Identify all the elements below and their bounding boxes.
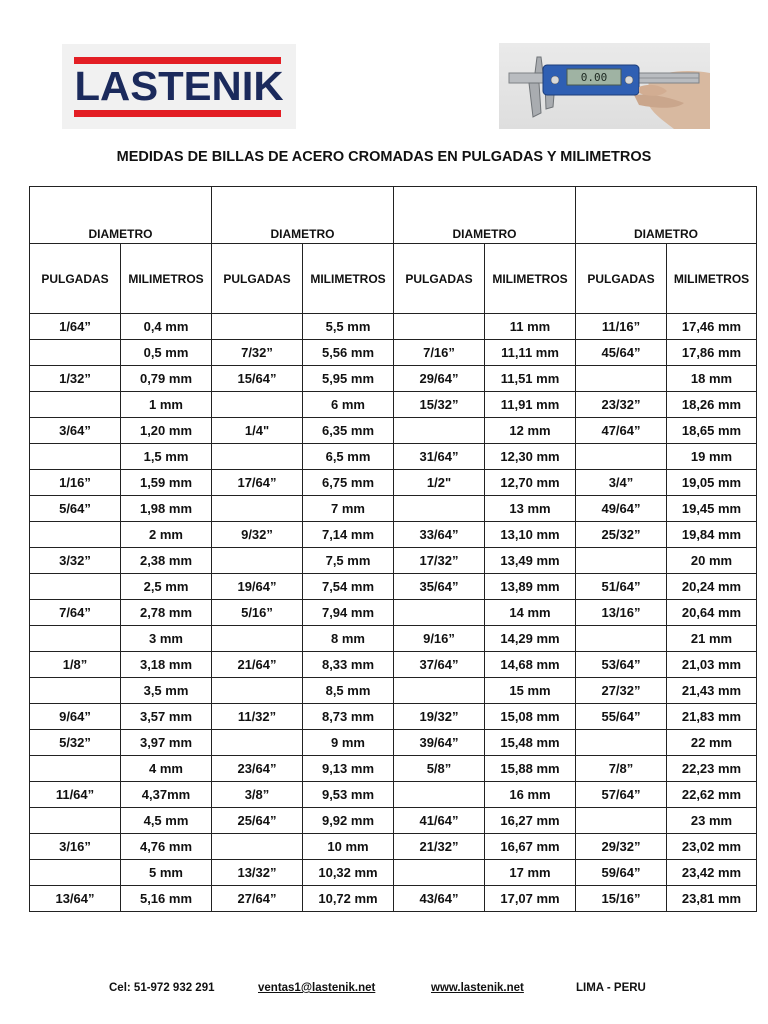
logo-text: LASTENIK [74,63,284,109]
table-row [30,496,757,522]
pulgadas-cell [576,730,667,756]
pulgadas-cell: 1/2" [394,470,485,496]
milimetros-cell: 22,23 mm [667,756,757,782]
pulgadas-cell: 3/4” [576,470,667,496]
milimetros-cell: 3,57 mm [121,704,212,730]
pulgadas-cell: 19/32” [394,704,485,730]
pulgadas-cell [30,626,121,652]
pulgadas-cell: 21/32” [394,834,485,860]
milimetros-cell: 6,75 mm [303,470,394,496]
milimetros-cell: 18,65 mm [667,418,757,444]
pulgadas-cell [30,340,121,366]
pulgadas-cell: 29/64” [394,366,485,392]
pulgadas-cell [212,834,303,860]
pulgadas-cell [212,314,303,340]
pulgadas-cell: 53/64” [576,652,667,678]
pulgadas-cell [576,548,667,574]
pulgadas-cell: 3/64” [30,418,121,444]
milimetros-cell: 4,5 mm [121,808,212,834]
pulgadas-cell: 17/32” [394,548,485,574]
pulgadas-cell [394,496,485,522]
footer-phone: Cel: 51-972 932 291 [109,982,215,994]
milimetros-cell: 17,07 mm [485,886,576,912]
milimetros-cell: 9,53 mm [303,782,394,808]
pulgadas-cell: 5/16” [212,600,303,626]
table-row [30,730,757,756]
milimetros-cell: 15,08 mm [485,704,576,730]
pulgadas-header: PULGADAS [576,244,667,314]
pulgadas-cell: 15/32” [394,392,485,418]
pulgadas-cell: 13/16” [576,600,667,626]
pulgadas-cell: 25/64” [212,808,303,834]
pulgadas-cell [212,626,303,652]
pulgadas-cell: 7/8” [576,756,667,782]
milimetros-cell: 13 mm [485,496,576,522]
milimetros-cell: 10 mm [303,834,394,860]
lastenik-logo [62,44,296,129]
milimetros-cell: 15,48 mm [485,730,576,756]
digital-caliper-photo [499,43,710,129]
table-row [30,860,757,886]
milimetros-cell: 20,24 mm [667,574,757,600]
pulgadas-cell [394,782,485,808]
pulgadas-cell: 23/64” [212,756,303,782]
milimetros-cell: 1,59 mm [121,470,212,496]
milimetros-cell: 5,5 mm [303,314,394,340]
footer-email-link[interactable]: ventas1@lastenik.net [258,982,376,994]
pulgadas-cell [394,314,485,340]
table-row [30,392,757,418]
pulgadas-cell: 15/64” [212,366,303,392]
milimetros-cell: 3,18 mm [121,652,212,678]
milimetros-cell: 21,83 mm [667,704,757,730]
milimetros-cell: 17,86 mm [667,340,757,366]
pulgadas-cell: 11/16” [576,314,667,340]
pulgadas-cell: 35/64” [394,574,485,600]
milimetros-cell: 5,56 mm [303,340,394,366]
footer-website-link[interactable]: www.lastenik.net [431,982,524,994]
table-row [30,782,757,808]
pulgadas-cell: 1/16” [30,470,121,496]
diameter-header: DIAMETRO [576,187,757,244]
pulgadas-cell [576,366,667,392]
milimetros-header: MILIMETROS [303,244,394,314]
diameter-header: DIAMETRO [212,187,394,244]
milimetros-cell: 21,43 mm [667,678,757,704]
milimetros-cell: 15,88 mm [485,756,576,782]
pulgadas-cell: 25/32” [576,522,667,548]
milimetros-cell: 23 mm [667,808,757,834]
milimetros-cell: 14 mm [485,600,576,626]
table-row [30,444,757,470]
milimetros-cell: 9 mm [303,730,394,756]
table-row [30,522,757,548]
pulgadas-cell [30,444,121,470]
milimetros-cell: 11 mm [485,314,576,340]
pulgadas-cell: 1/4" [212,418,303,444]
milimetros-cell: 4,37mm [121,782,212,808]
milimetros-cell: 13,10 mm [485,522,576,548]
pulgadas-cell: 5/8” [394,756,485,782]
pulgadas-cell [30,756,121,782]
pulgadas-cell [30,522,121,548]
pulgadas-cell [212,678,303,704]
milimetros-cell: 7,54 mm [303,574,394,600]
table-row [30,652,757,678]
pulgadas-cell: 55/64” [576,704,667,730]
logo-stripe-bottom [74,110,281,117]
pulgadas-cell [30,808,121,834]
pulgadas-cell [30,574,121,600]
pulgadas-cell: 5/64” [30,496,121,522]
milimetros-cell: 12,70 mm [485,470,576,496]
milimetros-cell: 5,16 mm [121,886,212,912]
milimetros-cell: 0,79 mm [121,366,212,392]
pulgadas-cell [212,548,303,574]
pulgadas-cell: 59/64” [576,860,667,886]
milimetros-cell: 17,46 mm [667,314,757,340]
pulgadas-cell: 15/16” [576,886,667,912]
milimetros-cell: 23,42 mm [667,860,757,886]
milimetros-cell: 6 mm [303,392,394,418]
milimetros-cell: 3,97 mm [121,730,212,756]
table-row [30,834,757,860]
pulgadas-cell: 3/16” [30,834,121,860]
milimetros-cell: 19,84 mm [667,522,757,548]
milimetros-cell: 5,95 mm [303,366,394,392]
milimetros-cell: 0,5 mm [121,340,212,366]
pulgadas-cell [212,392,303,418]
pulgadas-cell [576,444,667,470]
milimetros-cell: 13,89 mm [485,574,576,600]
pulgadas-cell [576,808,667,834]
milimetros-cell: 20,64 mm [667,600,757,626]
table-row [30,626,757,652]
diameter-header-row [30,187,757,244]
pulgadas-cell: 45/64” [576,340,667,366]
pulgadas-cell: 19/64” [212,574,303,600]
milimetros-cell: 17 mm [485,860,576,886]
table-row [30,886,757,912]
pulgadas-cell: 5/32” [30,730,121,756]
pulgadas-cell: 33/64” [394,522,485,548]
milimetros-cell: 2,5 mm [121,574,212,600]
diameter-header: DIAMETRO [30,187,212,244]
milimetros-cell: 8,5 mm [303,678,394,704]
milimetros-cell: 2,38 mm [121,548,212,574]
table-row [30,366,757,392]
pulgadas-cell: 7/16” [394,340,485,366]
milimetros-header: MILIMETROS [667,244,757,314]
milimetros-cell: 7 mm [303,496,394,522]
milimetros-cell: 9,13 mm [303,756,394,782]
pulgadas-cell: 11/64” [30,782,121,808]
milimetros-header: MILIMETROS [121,244,212,314]
milimetros-cell: 4 mm [121,756,212,782]
pulgadas-cell [30,678,121,704]
pulgadas-cell: 51/64” [576,574,667,600]
pulgadas-cell: 29/32” [576,834,667,860]
milimetros-cell: 12 mm [485,418,576,444]
milimetros-cell: 7,5 mm [303,548,394,574]
milimetros-cell: 16,67 mm [485,834,576,860]
pulgadas-cell [212,496,303,522]
milimetros-cell: 6,5 mm [303,444,394,470]
pulgadas-header: PULGADAS [30,244,121,314]
milimetros-cell: 14,68 mm [485,652,576,678]
pulgadas-cell: 49/64” [576,496,667,522]
milimetros-cell: 9,92 mm [303,808,394,834]
pulgadas-cell: 39/64” [394,730,485,756]
pulgadas-cell: 27/32” [576,678,667,704]
milimetros-cell: 23,02 mm [667,834,757,860]
pulgadas-cell: 47/64” [576,418,667,444]
milimetros-cell: 15 mm [485,678,576,704]
pulgadas-cell [394,860,485,886]
pulgadas-cell: 7/32” [212,340,303,366]
pulgadas-cell: 1/64” [30,314,121,340]
milimetros-cell: 7,14 mm [303,522,394,548]
milimetros-cell: 21,03 mm [667,652,757,678]
milimetros-cell: 12,30 mm [485,444,576,470]
pulgadas-cell: 41/64” [394,808,485,834]
page-title: MEDIDAS DE BILLAS DE ACERO CROMADAS EN PULGADAS Y MILIMETROS [116,149,652,165]
pulgadas-cell: 57/64” [576,782,667,808]
milimetros-cell: 2,78 mm [121,600,212,626]
pulgadas-cell [30,392,121,418]
milimetros-cell: 20 mm [667,548,757,574]
milimetros-cell: 3 mm [121,626,212,652]
table-row [30,418,757,444]
pulgadas-cell [212,444,303,470]
milimetros-cell: 19,45 mm [667,496,757,522]
milimetros-cell: 21 mm [667,626,757,652]
milimetros-cell: 8,73 mm [303,704,394,730]
milimetros-cell: 8,33 mm [303,652,394,678]
milimetros-cell: 1 mm [121,392,212,418]
milimetros-cell: 19 mm [667,444,757,470]
pulgadas-header: PULGADAS [394,244,485,314]
milimetros-cell: 10,32 mm [303,860,394,886]
pulgadas-cell: 27/64” [212,886,303,912]
milimetros-cell: 1,20 mm [121,418,212,444]
pulgadas-cell: 1/32” [30,366,121,392]
milimetros-cell: 11,51 mm [485,366,576,392]
milimetros-cell: 8 mm [303,626,394,652]
milimetros-cell: 14,29 mm [485,626,576,652]
pulgadas-cell: 23/32” [576,392,667,418]
table-row [30,600,757,626]
milimetros-cell: 10,72 mm [303,886,394,912]
pulgadas-cell: 17/64” [212,470,303,496]
pulgadas-cell: 3/8” [212,782,303,808]
pulgadas-cell: 13/32” [212,860,303,886]
pulgadas-cell: 11/32” [212,704,303,730]
milimetros-cell: 7,94 mm [303,600,394,626]
milimetros-cell: 2 mm [121,522,212,548]
caliper-readout: 0.00 [580,71,608,84]
table-row [30,808,757,834]
pulgadas-cell: 13/64” [30,886,121,912]
table-row [30,340,757,366]
milimetros-cell: 22 mm [667,730,757,756]
pulgadas-cell: 31/64” [394,444,485,470]
table-row [30,678,757,704]
pulgadas-cell [30,860,121,886]
pulgadas-cell: 3/32” [30,548,121,574]
milimetros-cell: 22,62 mm [667,782,757,808]
pulgadas-cell: 9/64” [30,704,121,730]
pulgadas-cell: 21/64” [212,652,303,678]
caliper-illustration [499,43,710,129]
milimetros-cell: 4,76 mm [121,834,212,860]
milimetros-cell: 1,5 mm [121,444,212,470]
pulgadas-cell [394,600,485,626]
milimetros-cell: 11,11 mm [485,340,576,366]
pulgadas-cell: 1/8” [30,652,121,678]
pulgadas-cell [212,730,303,756]
pulgadas-cell: 7/64” [30,600,121,626]
pulgadas-cell [394,418,485,444]
table-row [30,548,757,574]
pulgadas-header: PULGADAS [212,244,303,314]
table-row [30,574,757,600]
milimetros-cell: 18,26 mm [667,392,757,418]
milimetros-cell: 16 mm [485,782,576,808]
pulgadas-cell: 9/32” [212,522,303,548]
units-header-row [30,244,757,314]
milimetros-cell: 18 mm [667,366,757,392]
milimetros-cell: 13,49 mm [485,548,576,574]
pulgadas-cell [576,626,667,652]
pulgadas-cell: 37/64” [394,652,485,678]
steel-ball-size-table [29,186,757,912]
milimetros-cell: 1,98 mm [121,496,212,522]
milimetros-cell: 3,5 mm [121,678,212,704]
pulgadas-cell: 9/16” [394,626,485,652]
milimetros-cell: 6,35 mm [303,418,394,444]
pulgadas-cell: 43/64” [394,886,485,912]
milimetros-header: MILIMETROS [485,244,576,314]
milimetros-cell: 0,4 mm [121,314,212,340]
diameter-header: DIAMETRO [394,187,576,244]
milimetros-cell: 11,91 mm [485,392,576,418]
footer-location: LIMA - PERU [576,982,646,994]
table-row [30,470,757,496]
milimetros-cell: 5 mm [121,860,212,886]
milimetros-cell: 23,81 mm [667,886,757,912]
milimetros-cell: 16,27 mm [485,808,576,834]
pulgadas-cell [394,678,485,704]
milimetros-cell: 19,05 mm [667,470,757,496]
table-row [30,314,757,340]
table-row [30,704,757,730]
table-row [30,756,757,782]
